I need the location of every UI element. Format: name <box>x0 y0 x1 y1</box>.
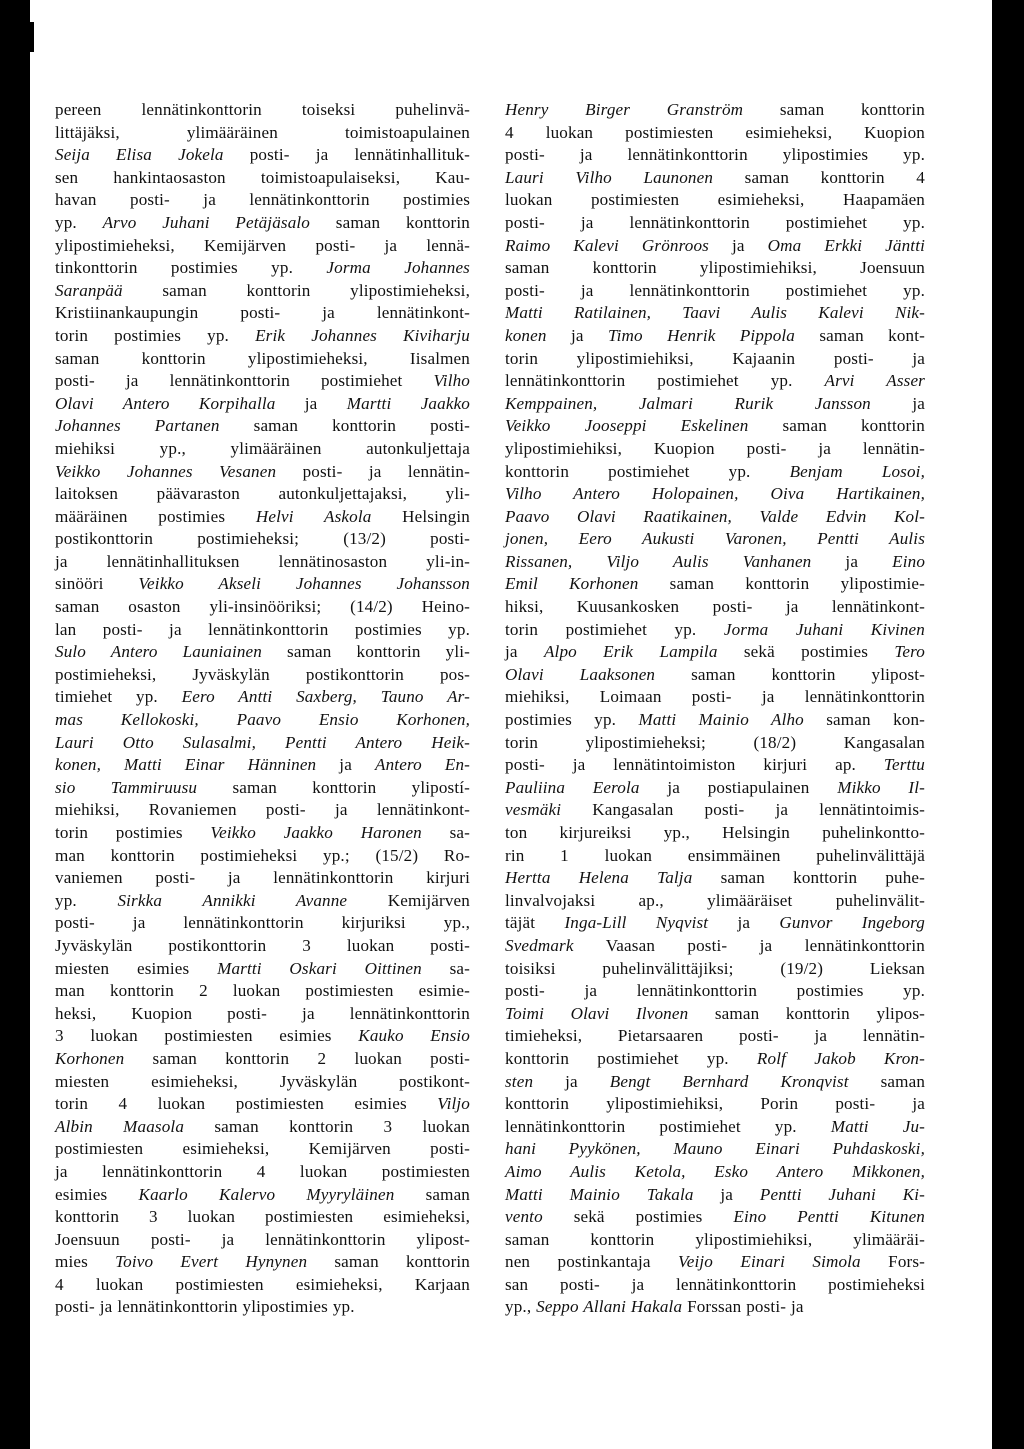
text-line: luokan postimiesten esimieheksi, Haapamäen <box>505 190 925 210</box>
text-line: torin postimiehet yp. Jorma Juhani Kivinen <box>505 619 925 639</box>
text-line: posti- ja lennätinkonttorin postimies yp. <box>505 981 925 1001</box>
text-line: postimiesten esimieheksi, Kemijärven posti- <box>55 1139 470 1159</box>
text-line: Pauliina Eerola ja postiapulainen Mikko Il- <box>505 777 926 797</box>
text-line: konttorin postimiehet yp. Rolf Jakob Kron- <box>505 1048 925 1068</box>
text-line: posti- ja lennätinkonttorin ylipostimies yp. <box>505 145 925 165</box>
text-line: Lauri Otto Sulasalmi, Pentti Antero Heik- <box>55 732 470 752</box>
text-line: Vilho Antero Holopainen, Oiva Hartikainen, <box>505 484 925 504</box>
text-line: Lauri Vilho Launonen saman konttorin 4 <box>505 167 925 187</box>
text-line: mies Toivo Evert Hynynen saman konttorin <box>55 1252 471 1272</box>
text-line: man konttorin 2 luokan postimiesten esimie- <box>55 981 470 1001</box>
text-line: sen hankintaosaston toimistoapulaiseksi, Kau- <box>55 167 470 187</box>
text-line: man konttorin postimieheksi yp.; (15/2) Ro- <box>55 845 470 865</box>
text-line: miesten esimieheksi, Jyväskylän postikont- <box>55 1071 470 1091</box>
text-line: Rissanen, Viljo Aulis Vanhanen ja Eino <box>505 551 926 571</box>
text-line: Joensuun posti- ja lennätinkonttorin ylipost- <box>55 1229 470 1249</box>
text-line: vesmäki Kangasalan posti- ja lennätintoimis- <box>505 800 925 820</box>
scan-registration-mark <box>22 22 34 52</box>
text-line: linvalvojaksi ap., ylimääräiset puhelinvälit- <box>505 890 925 910</box>
text-line: Svedmark Vaasan posti- ja lennätinkonttorin <box>505 935 925 955</box>
text-line: ja Alpo Erik Lampila sekä postimies Tero <box>505 642 926 662</box>
text-line: Albin Maasola saman konttorin 3 luokan <box>55 1116 470 1136</box>
text-line: timieheksi, Pietarsaaren posti- ja lennätin- <box>505 1026 925 1046</box>
text-line: sinööri Veikko Akseli Johannes Johansson <box>55 574 470 594</box>
text-line: Saranpää saman konttorin ylipostimieheksi, <box>55 280 470 300</box>
text-line: 4 luokan postimiesten esimieheksi, Kuopion <box>505 122 925 142</box>
text-line: postimies yp. Matti Mainio Alho saman kon- <box>505 710 925 730</box>
text-line: lan posti- ja lennätinkonttorin postimies yp. <box>55 619 470 639</box>
text-line: lennätinkonttorin postimiehet yp. Matti Ju- <box>505 1116 925 1136</box>
text-line: posti- ja lennätinkonttorin postimiehet yp. <box>505 212 925 232</box>
text-line: 4 luokan postimiesten esimieheksi, Karjaan <box>55 1274 470 1294</box>
text-line: esimies Kaarlo Kalervo Myyryläinen saman <box>55 1184 470 1204</box>
text-line: saman konttorin ylipostimieheksi, Iisalmen <box>55 348 470 368</box>
text-line: Emil Korhonen saman konttorin ylipostimie- <box>505 574 925 594</box>
text-line: täjät Inga-Lill Nyqvist ja Gunvor Ingeborg <box>505 913 926 933</box>
text-line: postimieheksi, Jyväskylän postikonttorin pos- <box>55 664 470 684</box>
text-line: konttorin postimiehet yp. Benjam Losoi, <box>505 461 925 481</box>
scan-border-left <box>0 0 17 1449</box>
text-line: saman osaston yli-insinööriksi; (14/2) Heino- <box>55 597 470 617</box>
text-line: vento sekä postimies Eino Pentti Kitunen <box>505 1207 926 1227</box>
text-line: postikonttorin postimieheksi; (13/2) posti- <box>55 529 470 549</box>
text-line: tinkonttorin postimies yp. Jorma Johannes <box>55 258 470 278</box>
text-line: Toimi Olavi Ilvonen saman konttorin ylipos- <box>505 1003 925 1023</box>
text-line: vaniemen posti- ja lennätinkonttorin kirjuri <box>55 868 470 888</box>
text-line: hani Pyykönen, Mauno Einari Puhdaskoski, <box>505 1139 925 1159</box>
text-line: Raimo Kalevi Grönroos ja Oma Erkki Jäntti <box>505 235 925 255</box>
text-line: ylipostimiehiksi, Kuopion posti- ja lennätin- <box>505 438 925 458</box>
text-line: Veikko Johannes Vesanen posti- ja lennätin- <box>55 461 470 481</box>
text-line: Olavi Antero Korpihalla ja Martti Jaakko <box>55 393 470 413</box>
text-line: hiksi, Kuusankosken posti- ja lennätinkont- <box>505 597 925 617</box>
text-line: 3 luokan postimiesten esimies Kauko Ensio <box>55 1026 470 1046</box>
text-line: torin 4 luokan postimiesten esimies Viljo <box>55 1094 470 1114</box>
text-line: Veikko Jooseppi Eskelinen saman konttorin <box>505 416 925 436</box>
text-line: konttorin ylipostimiehiksi, Porin posti- ja <box>505 1094 925 1114</box>
text-line: pereen lennätinkonttorin toiseksi puhelinvä- <box>55 100 470 119</box>
text-line: Henry Birger Granström saman konttorin <box>505 100 925 119</box>
text-line: ton kirjureiksi yp., Helsingin puhelinkontto- <box>505 823 925 842</box>
text-line: havan posti- ja lennätinkonttorin postimies <box>55 190 470 210</box>
text-line: torin ylipostimiehiksi, Kajaanin posti- ja <box>505 348 925 368</box>
text-line: Sulo Antero Launiainen saman konttorin yli- <box>55 642 470 662</box>
text-line: Matti Mainio Takala ja Pentti Juhani Ki- <box>505 1184 925 1204</box>
text-line: Kemppainen, Jalmari Rurik Jansson ja <box>505 393 925 413</box>
text-line: posti- ja lennätinkonttorin kirjuriksi yp., <box>55 913 470 933</box>
text-line: torin ylipostimieheksi; (18/2) Kangasalan <box>505 732 925 752</box>
text-line: littäjäksi, ylimääräinen toimistoapulainen <box>55 122 470 142</box>
text-line: torin postimies Veikko Jaakko Haronen sa- <box>55 823 471 842</box>
text-line: konen, Matti Einar Hänninen ja Antero En- <box>55 755 470 775</box>
text-line: Korhonen saman konttorin 2 luokan posti- <box>55 1048 470 1068</box>
text-line: san posti- ja lennätinkonttorin postimieheksi <box>505 1274 925 1294</box>
text-line: rin 1 luokan ensimmäinen puhelinvälittäjä <box>505 845 925 865</box>
text-line: yp. Sirkka Annikki Avanne Kemijärven <box>55 890 470 910</box>
text-line: miehiksi yp., ylimääräinen autonkuljettaja <box>55 438 470 458</box>
text-line: miehiksi, Rovaniemen posti- ja lennätinkont- <box>55 800 470 820</box>
text-column-left <box>55 99 470 1319</box>
text-line: laitoksen päävaraston autonkuljettajaksi, yli- <box>55 484 470 504</box>
text-line: Matti Ratilainen, Taavi Aulis Kalevi Nik- <box>505 303 925 323</box>
text-line: Kristiinankaupungin posti- ja lennätinkont- <box>55 303 470 323</box>
text-line: yp., Seppo Allani Hakala Forssan posti- ja <box>505 1297 804 1317</box>
text-line: miehiksi, Loimaan posti- ja lennätinkonttorin <box>505 687 925 707</box>
text-line: Seija Elisa Jokela posti- ja lennätinhallituk- <box>55 145 470 165</box>
text-line: timiehet yp. Eero Antti Saxberg, Tauno Ar- <box>55 687 470 707</box>
text-line: mas Kellokoski, Paavo Ensio Korhonen, <box>55 710 470 730</box>
text-line: posti- ja lennätinkonttorin postimiehet yp. <box>505 280 925 300</box>
text-line: ja lennätinhallituksen lennätinosaston yli-in- <box>55 551 470 571</box>
text-line: Hertta Helena Talja saman konttorin puhe- <box>505 868 926 888</box>
text-line: jonen, Eero Aukusti Varonen, Pentti Aulis <box>505 529 925 549</box>
text-line: saman konttorin ylipostimiehiksi, Joensuun <box>505 258 925 278</box>
text-line: Aimo Aulis Ketola, Esko Antero Mikkonen, <box>505 1161 925 1181</box>
text-line: ja lennätinkonttorin 4 luokan postimiesten <box>55 1161 470 1181</box>
text-line: posti- ja lennätinkonttorin postimiehet Vilho <box>55 371 470 391</box>
text-line: määräinen postimies Helvi Askola Helsingin <box>55 506 470 526</box>
text-line: saman konttorin ylipostimiehiksi, ylimääräi- <box>505 1229 925 1249</box>
text-line: Olavi Laaksonen saman konttorin ylipost- <box>505 664 925 684</box>
text-line: lennätinkonttorin postimiehet yp. Arvi Asser <box>505 371 925 391</box>
text-line: konen ja Timo Henrik Pippola saman kont- <box>505 325 925 345</box>
text-line: Johannes Partanen saman konttorin posti- <box>55 416 470 436</box>
text-column-right <box>505 99 925 1319</box>
text-line: Paavo Olavi Raatikainen, Valde Edvin Kol- <box>505 506 925 526</box>
scan-border-right <box>992 0 1024 1449</box>
text-line: toisiksi puhelinvälittäjiksi; (19/2) Lieksan <box>505 958 925 978</box>
text-line: heksi, Kuopion posti- ja lennätinkonttorin <box>55 1003 470 1023</box>
text-line: torin postimies yp. Erik Johannes Kiviharju <box>55 325 470 345</box>
text-line: sio Tammiruusu saman konttorin ylipostí- <box>55 777 470 797</box>
text-line: Jyväskylän postikonttorin 3 luokan posti- <box>55 935 470 955</box>
text-line: yp. Arvo Juhani Petäjäsalo saman konttorin <box>55 212 470 232</box>
text-line: ylipostimieheksi, Kemijärven posti- ja lennä- <box>55 235 470 255</box>
text-line: konttorin 3 luokan postimiesten esimieheksi, <box>55 1207 470 1227</box>
text-line: posti- ja lennätinkonttorin ylipostimies yp. <box>55 1297 355 1317</box>
text-line: sten ja Bengt Bernhard Kronqvist saman <box>505 1071 926 1091</box>
text-line: miesten esimies Martti Oskari Oittinen sa- <box>55 958 471 978</box>
text-line: posti- ja lennätintoimiston kirjuri ap. Terttu <box>505 755 925 775</box>
text-line: nen postinkantaja Veijo Einari Simola Fors- <box>505 1252 926 1272</box>
